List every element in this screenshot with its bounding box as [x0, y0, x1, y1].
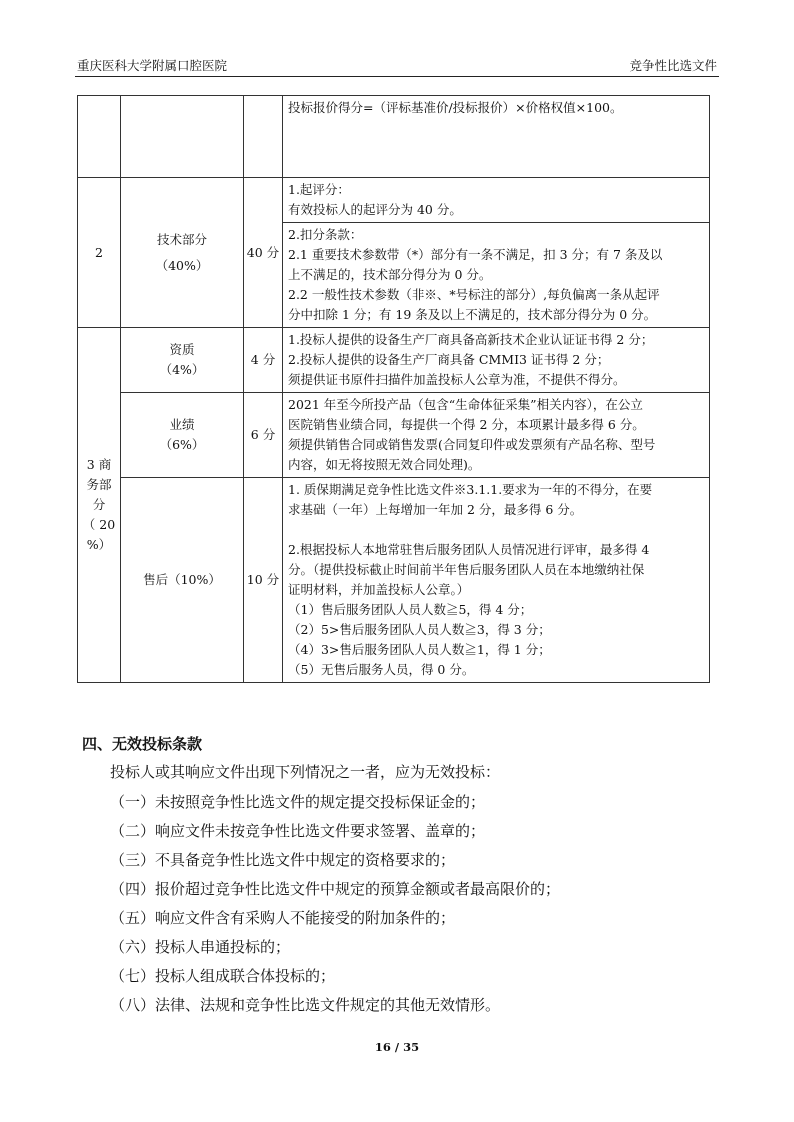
- cell-desc: 2.扣分条款： 2.1 重要技术参数带（*）部分有一条不满足，扣 3 分；有 7 条及以 上不满足的，技术部分得分为 0 分。 2.2 一般性技术参数（非※、*号标注的部分）,每负偏离一条从起评 分中扣除 1 分；有 19 条及以上不满足的，技术部分得分为 0 分。: [283, 223, 710, 328]
- cell-name: 业绩 （6%）: [121, 393, 244, 478]
- list-item: （一）未按照竞争性比选文件的规定提交投标保证金的；: [110, 793, 486, 811]
- cell-name: 售后（10%）: [121, 478, 244, 683]
- cell-score: 6 分: [244, 393, 283, 478]
- page-header: [75, 56, 719, 77]
- section-intro: 投标人或其响应文件出现下列情况之一者，应为无效投标：: [110, 763, 501, 781]
- list-item: （二）响应文件未按竞争性比选文件要求签署、盖章的；: [110, 822, 486, 840]
- cell-desc: 1. 质保期满足竞争性比选文件※3.1.1.要求为一年的不得分，在要 求基础（一年）上每增加一年加 2 分，最多得 6 分。 2.根据投标人本地常驻售后服务团队人员情况进行评审，最多得 4 分。（提供投标截止时间前半年售后服务团队人员在本地缴纳社保 证明材料，并加盖投标人公章。） （1）售后服务团队人员人数≧5，得 4 分； （2）5>售后服务团队人员人数≧3，得 3 分； （4）3>售后服务团队人员人数≧1，得 1 分； （5）无售后服务人员，得 0 分。: [283, 478, 710, 683]
- cell-no: 2: [78, 178, 121, 328]
- table-row-qualification: [78, 328, 710, 393]
- header-org: 重庆医科大学附属口腔医院: [77, 58, 228, 73]
- cell-name: 技术部分 （40%）: [121, 178, 244, 328]
- cell-desc: 1.起评分： 有效投标人的起评分为 40 分。: [283, 178, 710, 223]
- list-item: （八）法律、法规和竞争性比选文件规定的其他无效情形。: [110, 996, 501, 1014]
- list-item: （三）不具备竞争性比选文件中规定的资格要求的；: [110, 851, 456, 869]
- cell-name: [121, 96, 244, 178]
- section-title: 四、无效投标条款: [82, 735, 203, 753]
- table-row-price: [78, 96, 710, 178]
- table-row-tech-a: [78, 178, 710, 223]
- spacer: [288, 520, 704, 540]
- list-item: （四）报价超过竞争性比选文件中规定的预算金额或者最高限价的；: [110, 880, 561, 898]
- cell-desc: 2021 年至今所投产品（包含“生命体征采集”相关内容），在公立 医院销售业绩合同，每提供一个得 2 分，本项累计最多得 6 分。 须提供销售合同或销售发票(合同复印件或发票须有产品名称、型号 内容，如无将按照无效合同处理)。: [283, 393, 710, 478]
- table-row-after-sales: [78, 478, 710, 683]
- list-item: （六）投标人串通投标的；: [110, 938, 291, 956]
- cell-score: 4 分: [244, 328, 283, 393]
- cell-desc: 投标报价得分=（评标基准价/投标报价）×价格权值×100。: [283, 96, 710, 178]
- cell-score: 40 分: [244, 178, 283, 328]
- page-number: 16 / 35: [374, 1040, 420, 1054]
- header-doc-title: 竞争性比选文件: [629, 58, 717, 73]
- scoring-table: [77, 95, 710, 683]
- list-item: （五）响应文件含有采购人不能接受的附加条件的；: [110, 909, 456, 927]
- cell-score: [244, 96, 283, 178]
- cell-name: 资质 （4%）: [121, 328, 244, 393]
- cell-desc: 1.投标人提供的设备生产厂商具备高新技术企业认证证书得 2 分； 2.投标人提供的设备生产厂商具备 CMMI3 证书得 2 分； 须提供证书原件扫描件加盖投标人公章为准，不提供不得分。: [283, 328, 710, 393]
- cell-no: [78, 96, 121, 178]
- table-row-performance: [78, 393, 710, 478]
- cell-score: 10 分: [244, 478, 283, 683]
- cell-business-label: 3 商 务部 分 （ 20 %）: [78, 328, 121, 683]
- list-item: （七）投标人组成联合体投标的；: [110, 967, 336, 985]
